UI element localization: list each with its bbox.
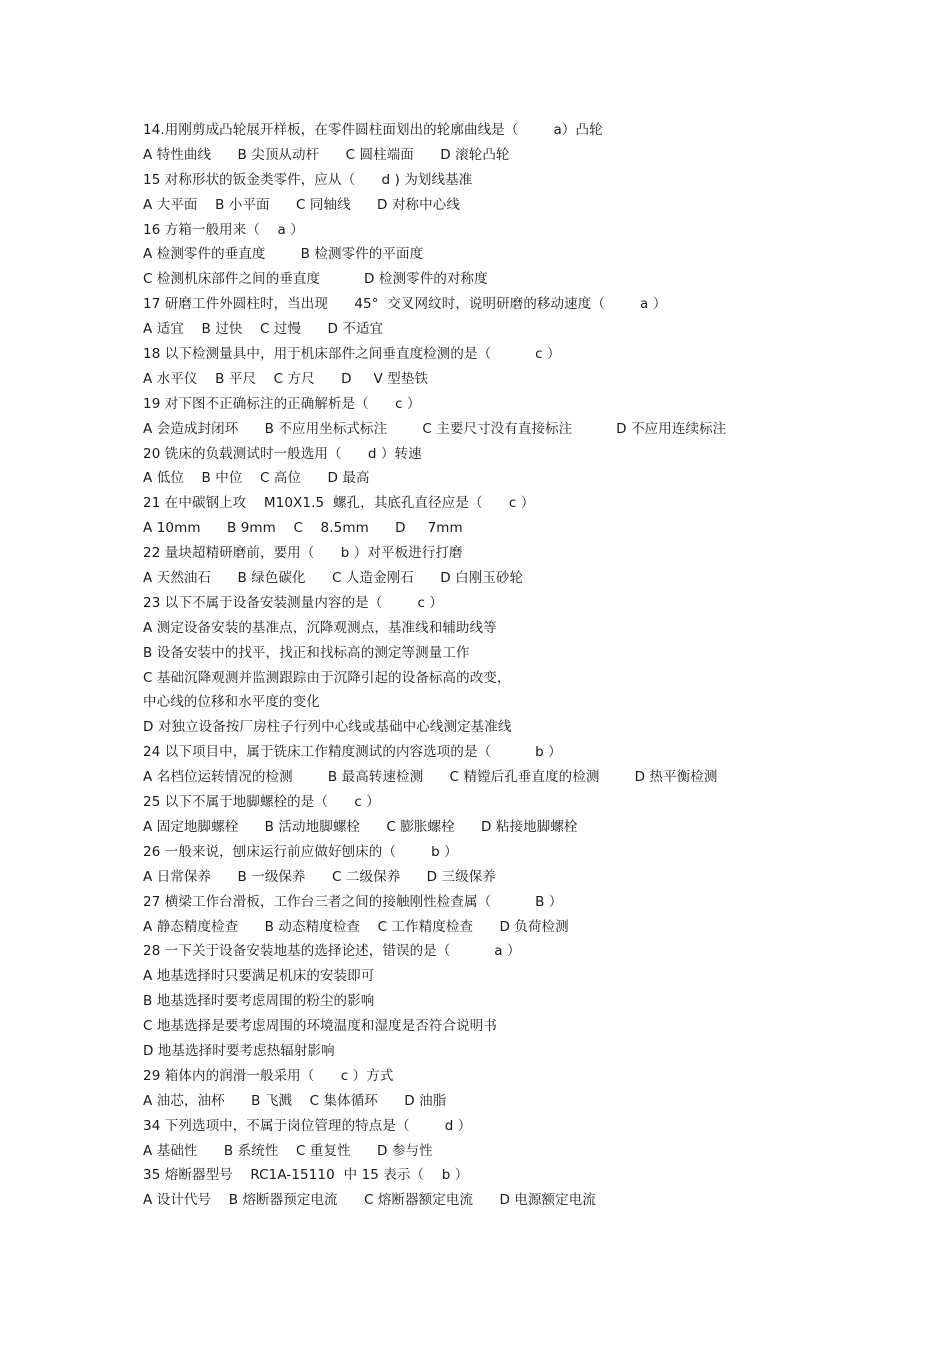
q23-option-b: B 设备安装中的找平，找正和找标高的测定等测量工作 [143, 644, 470, 661]
q24-stem: 24 以下项目中，属于铣床工作精度测试的内容选项的是（ b ） [143, 744, 562, 761]
q19-stem: 19 对下图不正确标注的正确解析是（ c ） [143, 395, 421, 412]
q23-option-a: A 测定设备安装的基准点，沉降观测点，基准线和辅助线等 [143, 619, 497, 636]
q26-stem: 26 一般来说，刨床运行前应做好刨床的（ b ） [143, 843, 458, 860]
q28-option-c: C 地基选择是要考虑周围的环境温度和湿度是否符合说明书 [143, 1018, 497, 1035]
q25-stem: 25 以下不属于地脚螺栓的是（ c ） [143, 794, 380, 811]
q27-stem: 27 横梁工作台滑板，工作台三者之间的接触刚性检查属（ B ） [143, 893, 563, 910]
q26-options: A 日常保养 B 一级保养 C 二级保养 D 三级保养 [143, 868, 496, 885]
q15-options: A 大平面 B 小平面 C 同轴线 D 对称中心线 [143, 196, 460, 213]
q29-options: A 油芯，油杯 B 飞溅 C 集体循环 D 油脂 [143, 1092, 447, 1109]
q21-options: A 10mm B 9mm C 8.5mm D 7mm [143, 520, 463, 537]
q18-stem: 18 以下检测量具中，用于机床部件之间垂直度检测的是（ c ） [143, 346, 561, 363]
q25-options: A 固定地脚螺栓 B 活动地脚螺栓 C 膨胀螺栓 D 粘接地脚螺栓 [143, 818, 578, 835]
q15-stem: 15 对称形状的钣金类零件，应从（ d ) 为划线基准 [143, 171, 473, 188]
q34-stem: 34 下列选项中，不属于岗位管理的特点是（ d ） [143, 1117, 472, 1134]
q16-stem: 16 方箱一般用来（ a ） [143, 221, 304, 238]
q18-options: A 水平仪 B 平尺 C 方尺 D V 型垫铁 [143, 370, 429, 387]
q14-stem: 14.用刚剪成凸轮展开样板，在零件圆柱面划出的轮廓曲线是（ a）凸轮 [143, 122, 603, 138]
q21-stem: 21 在中碳钢上攻 M10X1.5 螺孔，其底孔直径应是（ c ） [143, 495, 535, 512]
q27-options: A 静态精度检查 B 动态精度检查 C 工作精度检查 D 负荷检测 [143, 918, 569, 935]
q28-stem: 28 一下关于设备安装地基的选择论述，错误的是（ a ） [143, 943, 521, 960]
document-page [143, 118, 863, 1213]
q16-options-cd: C 检测机床部件之间的垂直度 D 检测零件的对称度 [143, 271, 488, 288]
q19-options: A 会造成封闭环 B 不应用坐标式标注 C 主要尺寸没有直接标注 D 不应用连续标注 [143, 420, 727, 437]
q22-options: A 天然油石 B 绿色碳化 C 人造金刚石 D 白刚玉砂轮 [143, 570, 524, 587]
q23-option-d: D 对独立设备按厂房柱子行列中心线或基础中心线测定基准线 [143, 719, 512, 736]
q17-options: A 适宜 B 过快 C 过慢 D 不适宜 [143, 321, 384, 338]
q22-stem: 22 量块超精研磨前，要用（ b ）对平板进行打磨 [143, 545, 463, 562]
q28-option-d: D 地基选择时要考虑热辐射影响 [143, 1042, 335, 1059]
q29-stem: 29 箱体内的润滑一般采用（ c ）方式 [143, 1067, 394, 1084]
q20-options: A 低位 B 中位 C 高位 D 最高 [143, 470, 370, 487]
q23-option-c-cont: 中心线的位移和水平度的变化 [143, 694, 320, 711]
q20-stem: 20 铣床的负载测试时一般选用（ d ）转速 [143, 445, 422, 462]
q14-options: A 特性曲线 B 尖顶从动杆 C 圆柱端面 D 滚轮凸轮 [143, 146, 510, 163]
q35-options: A 设计代号 B 熔断器预定电流 C 熔断器额定电流 D 电源额定电流 [143, 1192, 596, 1209]
q17-stem: 17 研磨工件外圆柱时，当出现 45° 交叉网纹时，说明研磨的移动速度（ a ） [143, 296, 667, 313]
q23-stem: 23 以下不属于设备安装测量内容的是（ c ） [143, 594, 444, 611]
q35-stem: 35 熔断器型号 RC1A-15110 中 15 表示（ b ） [143, 1167, 469, 1184]
q28-option-a: A 地基选择时只要满足机床的安装即可 [143, 968, 375, 985]
q23-option-c: C 基础沉降观测并监测跟踪由于沉降引起的设备标高的改变， [143, 669, 511, 686]
q24-options: A 名档位运转情况的检测 B 最高转速检测 C 精镗后孔垂直度的检测 D 热平衡检测 [143, 769, 718, 786]
q34-options: A 基础性 B 系统性 C 重复性 D 参与性 [143, 1142, 433, 1159]
q28-option-b: B 地基选择时要考虑周围的粉尘的影响 [143, 993, 375, 1010]
q16-options-ab: A 检测零件的垂直度 B 检测零件的平面度 [143, 246, 424, 263]
